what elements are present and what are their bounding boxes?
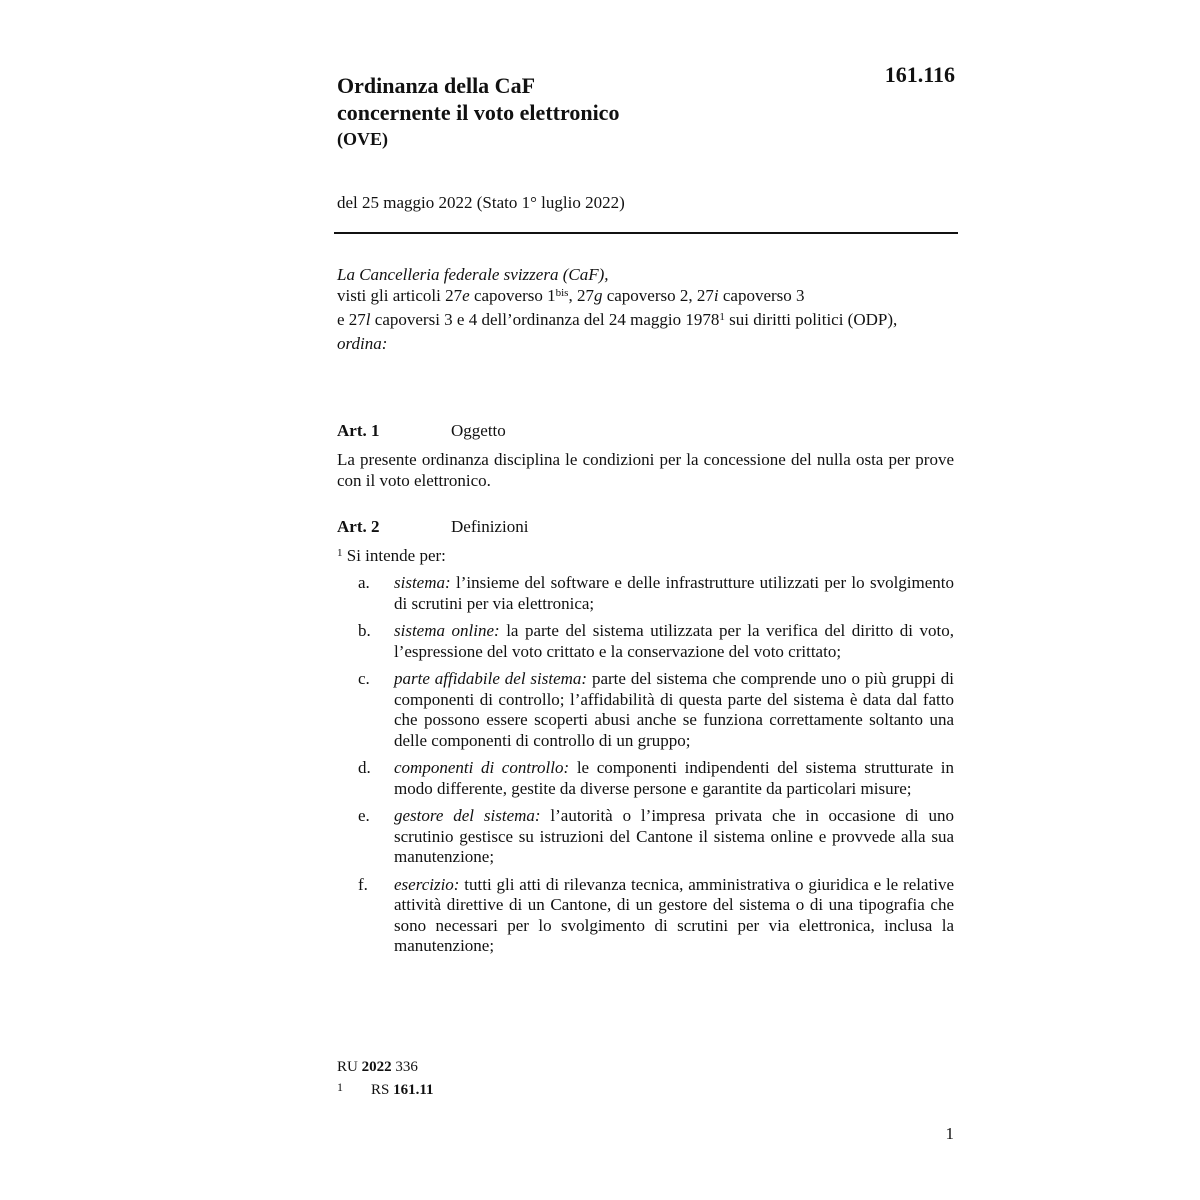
- italic-span: g: [593, 286, 603, 305]
- text-span: capoverso 2, 27: [602, 286, 714, 305]
- item-marker: d.: [358, 758, 371, 777]
- page-number: 1: [945, 1124, 954, 1143]
- list-item: [337, 875, 954, 957]
- text-span: capoverso 1: [469, 286, 556, 305]
- article-title: Definizioni: [451, 517, 529, 536]
- preamble-line-3: [337, 309, 957, 333]
- list-item: [337, 621, 954, 662]
- list-item: [337, 669, 954, 751]
- item-marker: a.: [358, 573, 370, 592]
- intro-text: Si intende per:: [346, 546, 446, 565]
- item-text: l’insieme del software e delle infrastrutture utilizzati per lo svolgimento di scrutini per via elettronica;: [394, 573, 955, 613]
- item-text: l’autorità o l’impresa privata che in occasione di uno scrutinio gestisce su istruzioni del Cantone il sistema online e provvede alla sua manutenzione;: [394, 806, 954, 866]
- header-divider: [334, 232, 958, 234]
- footnote-1: [337, 1080, 434, 1099]
- item-text: parte del sistema che comprende uno o più gruppi di componenti di controllo; l’affidabilità di questa parte del sistema è data dal fatto che possono essere scoperti abusi anche se funziona correttamente soltanto una delle componenti di controllo di un gruppo;: [394, 669, 954, 750]
- article-1-text: La presente ordinanza disciplina le condizioni per la concessione del nulla osta per prove con il voto elettronico.: [337, 450, 954, 490]
- list-item: [337, 806, 954, 868]
- preamble-authority: La Cancelleria federale svizzera (CaF),: [337, 265, 609, 284]
- article-number: Art. 1: [337, 421, 380, 440]
- item-marker: c.: [358, 669, 370, 688]
- ru-year: 2022: [361, 1059, 392, 1075]
- article-2-heading: [337, 517, 528, 537]
- document-number: 161.116: [884, 62, 955, 87]
- list-item: [337, 758, 954, 799]
- text-span: , 27: [568, 286, 594, 305]
- item-marker: e.: [358, 806, 370, 825]
- footnote-reference-number: 161.11: [393, 1082, 434, 1098]
- text-span: e 27: [337, 310, 366, 329]
- official-compilation-reference: [337, 1059, 418, 1076]
- item-term: sistema:: [394, 573, 451, 592]
- preamble-ordina: ordina:: [337, 334, 388, 353]
- item-text: tutti gli atti di rilevanza tecnica, amministrativa o giuridica e le relative attività direttive di un Cantone, di un gestore del sistema o di una tipografia che sono necessari per lo svolgimento di scrutini per via elettronica, inclusa la manutenzione;: [394, 874, 954, 955]
- italic-span: i: [713, 286, 719, 305]
- definitions-list: [337, 573, 954, 964]
- item-term: componenti di controllo:: [394, 758, 570, 777]
- document-date: del 25 maggio 2022 (Stato 1° luglio 2022): [337, 193, 625, 212]
- preamble-line-2: [337, 285, 957, 309]
- article-title: Oggetto: [451, 421, 506, 440]
- article-number: Art. 2: [337, 517, 380, 536]
- footnote-reference[interactable]: 1: [719, 311, 725, 323]
- article-1-heading: [337, 421, 506, 441]
- preamble: [337, 264, 957, 354]
- document-abbreviation: (OVE): [337, 129, 388, 149]
- footnote-number: 1: [337, 1080, 343, 1094]
- footnote-prefix: RS: [371, 1082, 390, 1098]
- item-term: parte affidabile del sistema:: [394, 669, 588, 688]
- item-marker: f.: [358, 874, 368, 894]
- item-term: sistema online:: [394, 621, 500, 640]
- item-term: gestore del sistema:: [394, 806, 541, 825]
- item-marker: b.: [358, 621, 371, 640]
- text-span: sui diritti politici (ODP),: [724, 310, 898, 329]
- text-span: visti gli articoli 27: [337, 286, 463, 305]
- item-text: le componenti indipendenti del sistema strutturate in modo differente, gestite da diverse persone e garantite da particolari misure;: [394, 758, 955, 798]
- superscript: bis: [555, 287, 569, 299]
- ru-prefix: RU: [337, 1059, 358, 1075]
- document-title: [337, 72, 757, 126]
- text-span: capoversi 3 e 4 dell’ordinanza del 24 maggio 1978: [370, 310, 720, 329]
- italic-span: e: [462, 286, 470, 305]
- ru-page: 336: [395, 1059, 418, 1075]
- list-item: [337, 573, 954, 614]
- item-term: esercizio:: [394, 874, 460, 894]
- title-line-1: Ordinanza della CaF: [337, 73, 536, 98]
- article-2-intro: [337, 545, 446, 569]
- title-line-2: concernente il voto elettronico: [337, 100, 620, 125]
- paragraph-number: 1: [337, 547, 343, 559]
- item-text: la parte del sistema utilizzata per la verifica del diritto di voto, l’espressione del voto crittato e la conservazione del voto crittato;: [394, 621, 955, 661]
- text-span: capoverso 3: [718, 286, 805, 305]
- italic-span: l: [365, 310, 371, 329]
